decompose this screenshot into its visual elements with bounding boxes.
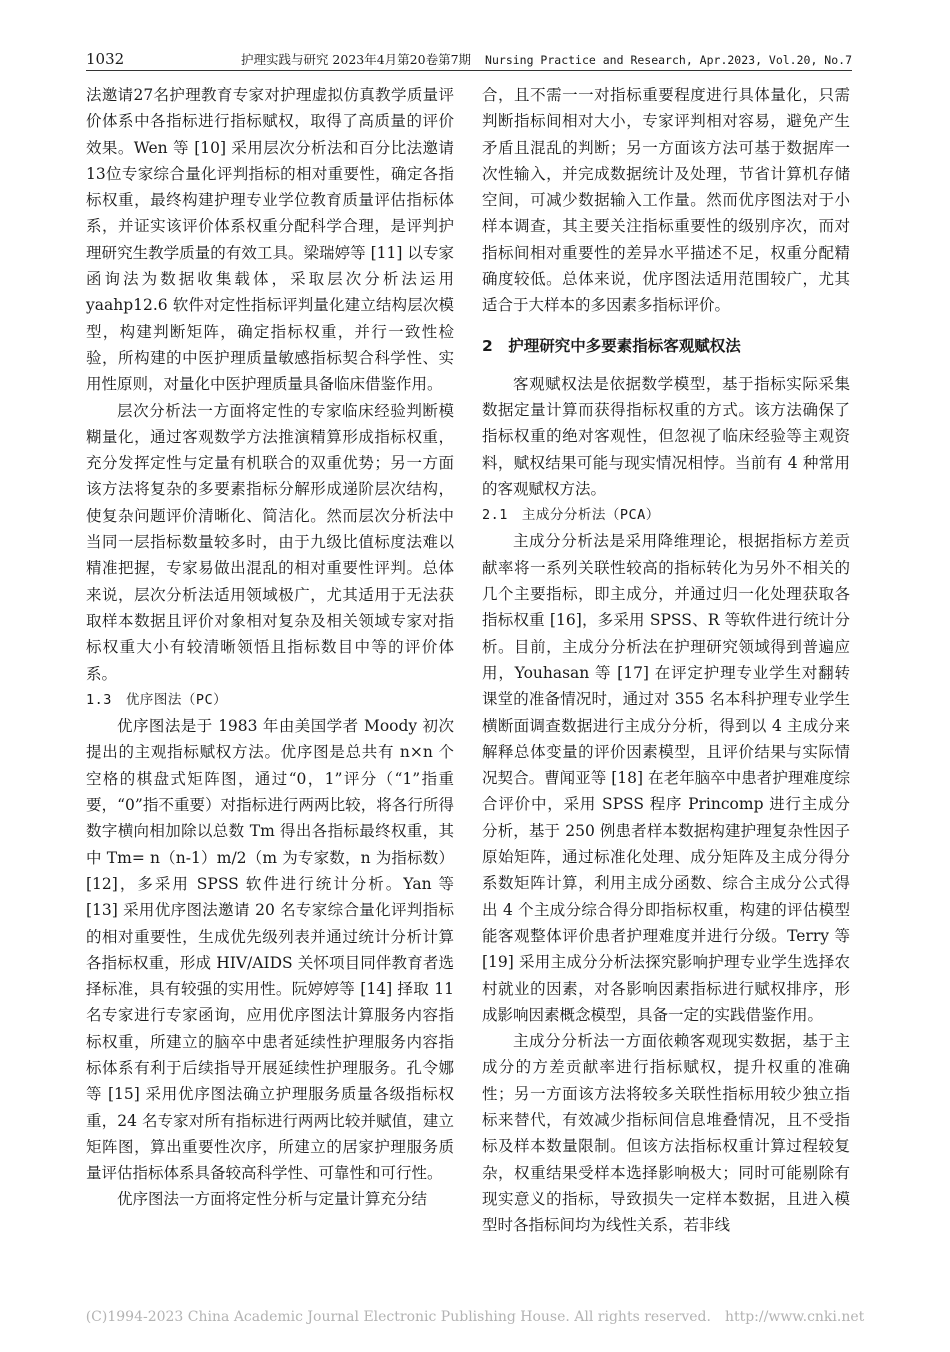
paragraph: 法邀请27名护理教育专家对护理虚拟仿真教学质量评价体系中各指标进行指标赋权，取得了高质量的评价效果。Wen 等 [10] 采用层次分析法和百分比法邀请13位专家综合量化评判指标的相对重要性，确定各指标权重，最终构建护理专业学位教育质量评估指标体系，并证实该评价体系权重分配科学合理，是评判护理研究生教学质量的有效工具。梁瑞婷等 [11] 以专家函询法为数据收集载体，采取层次分析法运用 yaahp12.6 软件对定性指标评判量化建立结构层次模型，构建判断矩阵，确定指标权重，并行一致性检验，所构建的中医护理质量敏感指标契合科学性、实用性原则，对量化中医护理质量具备临床借鉴作用。 [86, 86, 454, 394]
paragraph: 客观赋权法是依据数学模型，基于指标实际采集数据定量计算而获得指标权重的方式。该方法确保了指标权重的绝对客观性，但忽视了临床经验等主观资料，赋权结果可能与现实情况相悖。当前有 4 种常用的客观赋权方法。 [482, 374, 850, 498]
right-column [482, 82, 850, 1238]
paragraph: 合，且不需一一对指标重要程度进行具体量化，只需判断指标间相对大小，专家评判相对容易，避免产生矛盾且混乱的判断；另一方面该方法可基于数据库一次性输入，并完成数据统计及处理，节省计算机存储空间，可减少数据输入工作量。然而优序图法对于小样本调查，其主要关注指标重要性的级别序次，而对指标间相对重要性的差异水平描述不足，权重分配精确度较低。总体来说，优序图法适用范围较广，尤其适合于大样本的多因素多指标评价。 [482, 86, 850, 315]
subsection-heading-1-3: 1.3 优序图法（PC） [86, 691, 228, 708]
journal-citation [241, 50, 852, 68]
paragraph: 层次分析法一方面将定性的专家临床经验判断模糊量化，通过客观数学方法推演精算形成指标权重，充分发挥定性与定量有机联合的双重优势；另一方面该方法将复杂的多要素指标分解形成递阶层次结构，使复杂问题评价清晰化、简洁化。然而层次分析法中当同一层指标数量较多时，由于九级比值标度法难以精准把握，专家易做出混乱的相对重要性评判。总体来说，层次分析法适用领域极广，尤其适用于无法获取样本数据且评价对象相对复杂及相关领域专家对指标权重大小有较清晰领悟且指标数目中等的评价体系。 [86, 401, 454, 683]
subsection-heading-2-1: 2.1 主成分分析法（PCA） [482, 507, 660, 524]
running-header [86, 40, 852, 71]
journal-title-cn: 护理实践与研究 2023年4月第20卷第7期 [240, 52, 472, 67]
journal-title-en: Nursing Practice and Research, Apr.2023, Vol.20, No.7 [485, 53, 852, 67]
paragraph: 主成分分析法一方面依赖客观现实数据，基于主成分的方差贡献率进行指标赋权，提升权重的准确性；另一方面该方法将较多关联性指标用较少独立指标来替代，有效减少指标间信息堆叠情况，且不受指标及样本数量限制。但该方法指标权重计算过程较复杂，权重结果受样本选择影响极大；同时可能剔除有现实意义的指标，导致损失一定样本数据，且进入模型时各指标间均为线性关系，若非线 [482, 1032, 850, 1235]
left-column [86, 82, 454, 1213]
section-heading-2: 2 护理研究中多要素指标客观赋权法 [482, 336, 741, 355]
copyright-watermark: (C)1994-2023 China Academic Journal Electronic Publishing House. All rights reserved. http://www.cnki.net [85, 1309, 865, 1325]
paragraph: 优序图法是于 1983 年由美国学者 Moody 初次提出的主观指标赋权方法。优序图是总共有 n×n 个空格的棋盘式矩阵图，通过“0，1”评分（“1”指重要，“0”指不重要）对指标进行两两比较，将各行所得数字横向相加除以总数 Tm 得出各指标最终权重，其中 Tm= n（n-1）m/2（m 为专家数，n 为指标数）[12]，多采用 SPSS 软件进行统计分析。Yan 等 [13] 采用优序图法邀请 20 名专家综合量化评判指标的相对重要性，生成优先级列表并通过统计分析计算各指标权重，形成 HIV/AIDS 关怀项目同伴教育者选择标准，具有较强的实用性。阮婷婷等 [14] 择取 11 名专家进行专家函询，应用优序图法计算服务内容指标权重，所建立的脑卒中患者延续性护理服务内容指标体系有利于后续指导开展延续性护理服务。孔令娜等 [15] 采用优序图法确立护理服务质量各级指标权重，24 名专家对所有指标进行两两比较并赋值，建立矩阵图，算出重要性次序，所建立的居家护理服务质量评估指标体系具备较高科学性、可靠性和可行性。 [86, 717, 454, 1183]
paragraph: 优序图法一方面将定性分析与定量计算充分结 [117, 1190, 428, 1209]
paragraph: 主成分分析法是采用降维理论，根据指标方差贡献率将一系列关联性较高的指标转化为另外不相关的几个主要指标，即主成分，并通过归一化处理获取各指标权重 [16]，多采用 SPSS、R 等软件进行统计分析。目前，主成分分析法在护理研究领域得到普遍应用，Youhasan 等 [17] 在评定护理专业学生对翻转课堂的准备情况时，通过对 355 名本科护理专业学生横断面调查数据进行主成分分析，得到以 4 主成分来解释总体变量的评价因素模型，且评价结果与实际情况契合。曹闻亚等 [18] 在老年脑卒中患者护理难度综合评价中，采用 SPSS 程序 Princomp 进行主成分分析，基于 250 例患者样本数据构建护理复杂性因子原始矩阵，通过标准化处理、成分矩阵及主成分得分系数矩阵计算，利用主成分函数、综合主成分公式得出 4 个主成分综合得分即指标权重，构建的评估模型能客观整体评价患者护理难度并进行分级。Terry 等 [19] 采用主成分分析法探究影响护理专业学生选择农村就业的因素，对各影响因素指标进行赋权排序，形成影响因素概念模型，具备一定的实践借鉴作用。 [482, 532, 850, 1024]
page-number: 1032 [86, 50, 125, 68]
